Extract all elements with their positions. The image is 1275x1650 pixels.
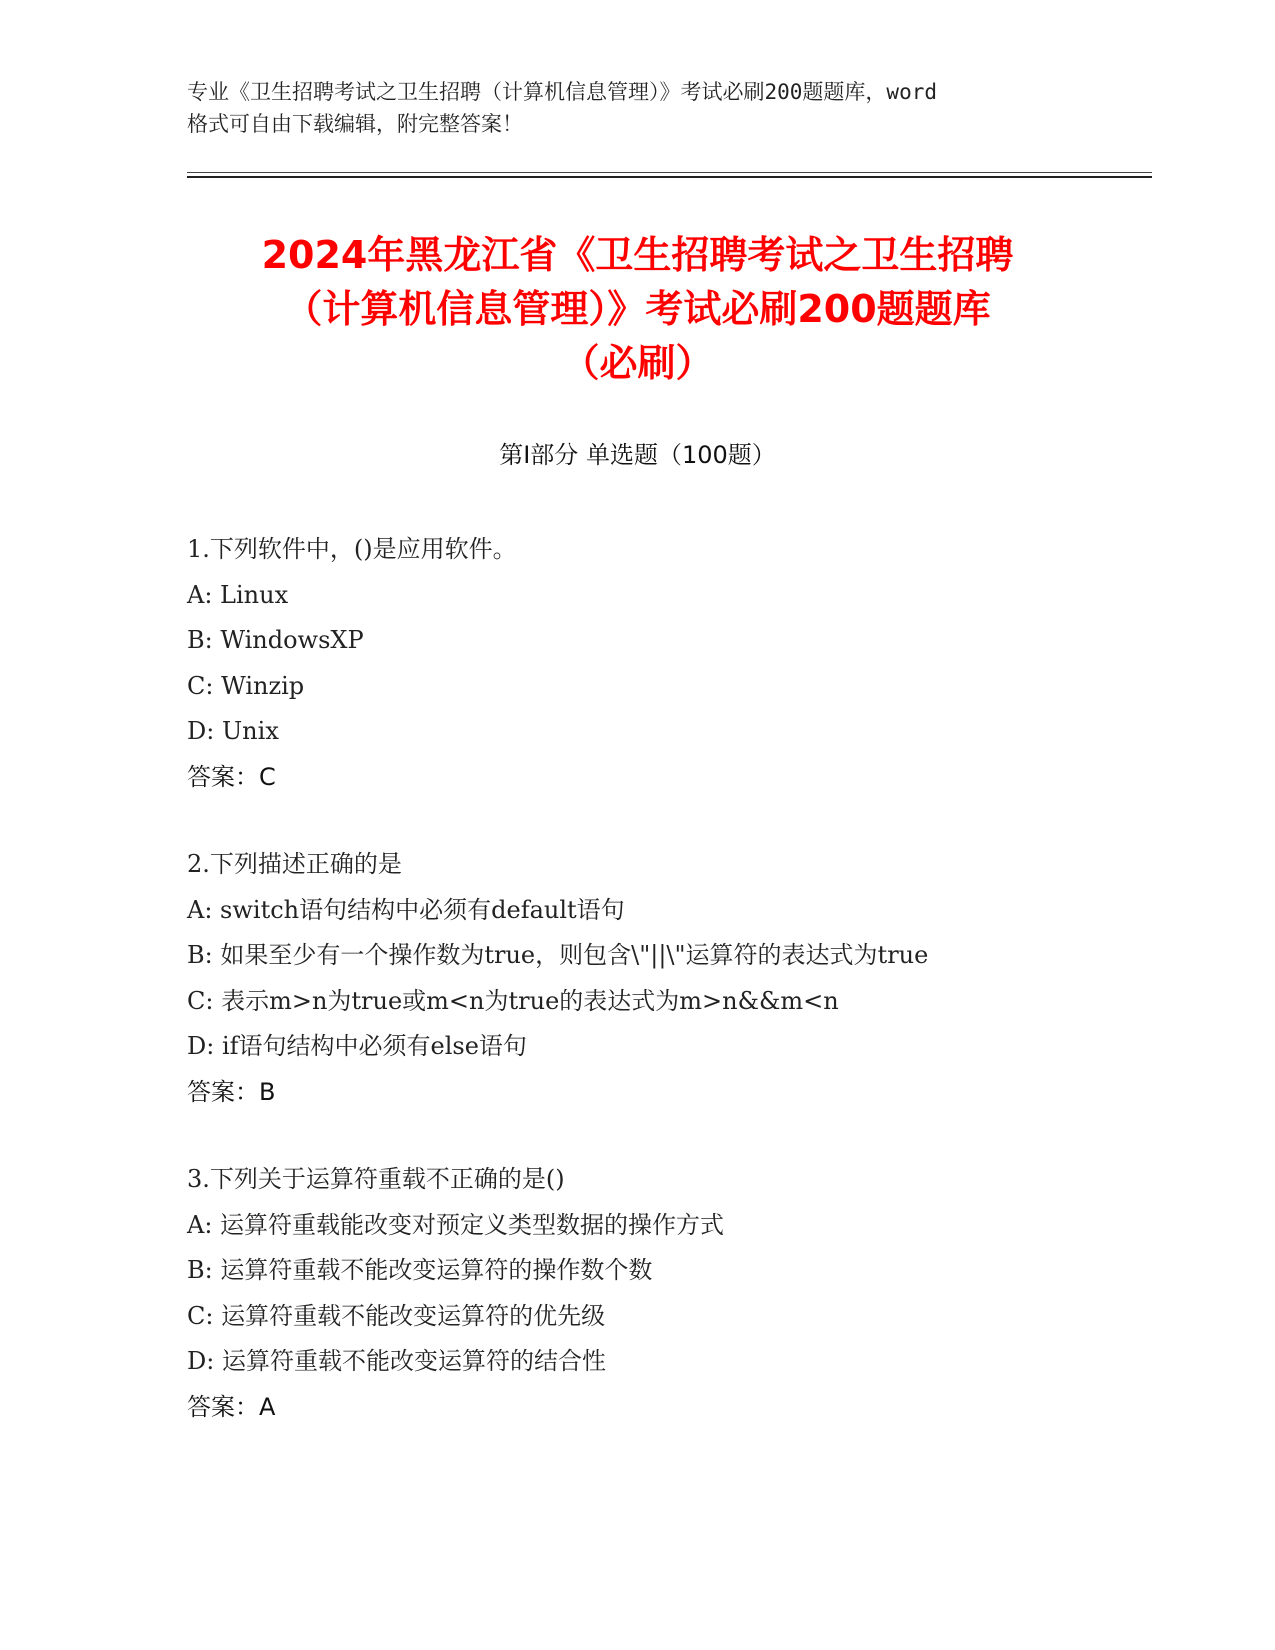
- option-a: A: 运算符重载能改变对预定义类型数据的操作方式: [187, 1210, 725, 1239]
- option-d: D: if语句结构中必须有else语句: [187, 1032, 527, 1060]
- question-stem: 2.下列描述正确的是: [187, 850, 402, 878]
- option-a: A: switch语句结构中必须有default语句: [187, 895, 625, 924]
- option-c: C: 运算符重载不能改变运算符的优先级: [187, 1301, 606, 1330]
- question-1: [187, 527, 1087, 800]
- option-b: B: 运算符重载不能改变运算符的操作数个数: [187, 1256, 653, 1284]
- header-divider-bottom: [187, 176, 1152, 178]
- answer: 答案：A: [187, 1392, 276, 1421]
- question-list: [187, 527, 1087, 1472]
- document-title-line-2: （计算机信息管理）》考试必刷200题题库: [284, 287, 991, 331]
- option-c: C: Winzip: [187, 671, 305, 700]
- answer: 答案：C: [187, 762, 276, 791]
- document-title-line-1: 2024年黑龙江省《卫生招聘考试之卫生招聘: [261, 233, 1014, 277]
- option-c: C: 表示m>n为true或m<n为true的表达式为m>n&&m<n: [187, 986, 839, 1015]
- option-a: A: Linux: [187, 580, 289, 609]
- option-b: B: 如果至少有一个操作数为true，则包含\"||\"运算符的表达式为true: [187, 941, 929, 969]
- header-divider-top: [187, 172, 1152, 173]
- option-d: D: 运算符重载不能改变运算符的结合性: [187, 1347, 606, 1375]
- option-b: B: WindowsXP: [187, 626, 364, 654]
- question-stem: 1.下列软件中，()是应用软件。: [187, 535, 517, 563]
- header-note: [187, 76, 1087, 140]
- answer: 答案：B: [187, 1077, 276, 1106]
- question-stem: 3.下列关于运算符重载不正确的是(): [187, 1165, 565, 1193]
- question-3: [187, 1157, 1087, 1430]
- header-note-line-2: 格式可自由下载编辑，附完整答案！: [187, 112, 523, 136]
- section-title: 第I部分 单选题（100题）: [499, 441, 776, 469]
- question-2: [187, 842, 1087, 1115]
- header-note-line-1: 专业《卫生招聘考试之卫生招聘（计算机信息管理）》考试必刷200题题库，word: [187, 80, 937, 104]
- document-title: [160, 228, 1115, 390]
- option-d: D: Unix: [187, 717, 279, 745]
- document-title-line-3: （必刷）: [561, 341, 714, 385]
